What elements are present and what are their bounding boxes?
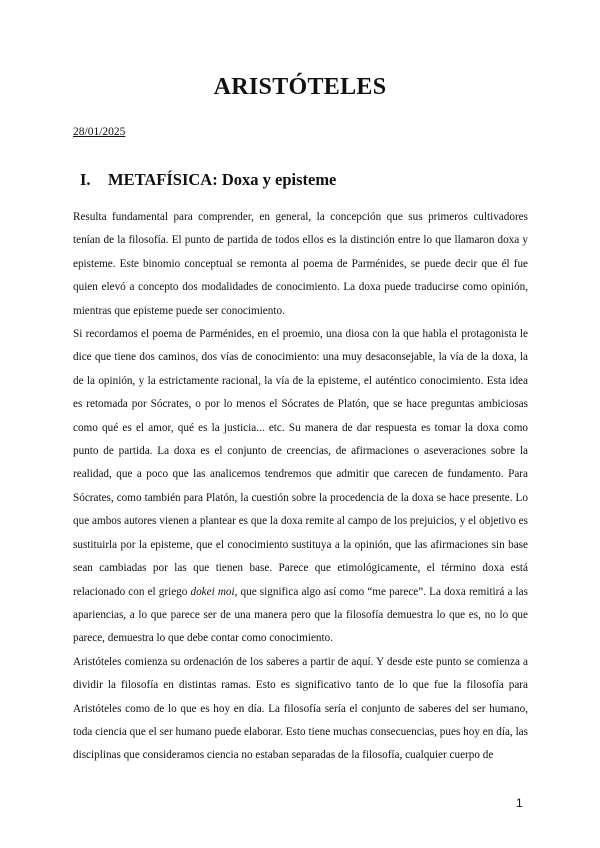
- paragraph-2-part-2: , que significa algo así como “me parece”. La doxa remitirá a las apariencias, a lo que parece ser de una manera pero que la filosofía demuestra lo que es, no lo que parece, demuestra lo que debe contar como conocimiento.: [73, 585, 528, 645]
- section-number: I.: [80, 170, 91, 189]
- document-date: 28/01/2025: [73, 126, 126, 138]
- page-number: 1: [516, 796, 523, 810]
- paragraph-2-part-1: Si recordamos el poema de Parménides, en el proemio, una diosa con la que habla el protagonista le dice que tiene dos caminos, dos vías de conocimiento: una muy desaconsejable, la vía de la doxa, la de la opinión, y la estrictamente racional, la vía de la episteme, el auténtico conocimiento. Esta idea es retomada por Sócrates, o por lo menos el Sócrates de Platón, que se hace preguntas ambiciosas como qué es el amor, qué es la justicia... etc. Su manera de dar respuesta es tomar la doxa como punto de partida. La doxa es el conjunto de creencias, de afirmaciones o aseveraciones sobre la realidad, que a poco que las analicemos tendremos que admitir que carecen de fundamento. Para Sócrates, como también para Platón, la cuestión sobre la procedencia de la doxa se hace presente. Lo que ambos autores vienen a plantear es que la doxa remite al campo de los prejuicios, y el objetivo es sustituirla por la episteme, que el conocimiento sustituya a la opinión, que las afirmaciones sin base sean cambiadas por las que tienen base. Parece que etimológicamente, el término doxa está relacionado con el griego: [73, 328, 528, 598]
- document-title: ARISTÓTELES: [213, 74, 387, 100]
- greek-term: dokei moi: [190, 585, 235, 598]
- paragraph-2: [73, 323, 528, 651]
- section-heading: [80, 170, 336, 190]
- paragraph-1: Resulta fundamental para comprender, en general, la concepción que sus primeros cultivadores tenían de la filosofía. El punto de partida de todos ellos es la distinción entre lo que llamaron doxa y episteme. Este binomio conceptual se remonta al poema de Parménides, se puede decir que él fue quien elevó a concepto dos modalidades de conocimiento. La doxa puede traducirse como opinión, mientras que episteme puede ser conocimiento.: [73, 211, 528, 317]
- body-text: [73, 206, 528, 768]
- section-title: METAFÍSICA: Doxa y episteme: [108, 170, 337, 189]
- paragraph-3: Aristóteles comienza su ordenación de los saberes a partir de aquí. Y desde este punto se comienza a dividir la filosofía en distintas ramas. Esto es significativo tanto de lo que fue la filosofía para Aristóteles como de lo que es hoy en día. La filosofía sería el conjunto de saberes del ser humano, toda ciencia que el ser humano puede elaborar. Esto tiene muchas consecuencias, pues hoy en día, las disciplinas que consideramos ciencia no estaban separadas de la filosofía, cualquier cuerpo de: [73, 655, 528, 762]
